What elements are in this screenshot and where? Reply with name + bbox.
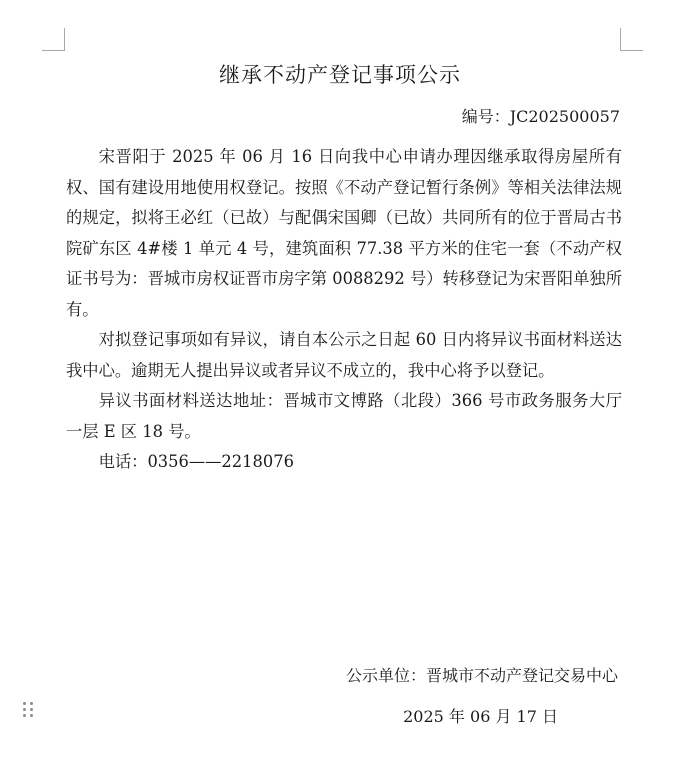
paragraph-application: 宋晋阳于 2025 年 06 月 16 日向我中心申请办理因继承取得房屋所有权、国有建设用地使用权登记。按照《不动产登记暂行条例》等相关法律法规的规定，拟将王必红（已故）与配偶宋国卿（已故）共同所有的位于晋局古书院矿东区 4#楼 1 单元 4 号，建筑面积 77.38 平方米的住宅一套（不动产权证书号为：晋城市房权证晋市房字第 0088292 号）转移登记为宋晋阳单独所有。 xyxy=(66,147,622,319)
drag-handle-icon[interactable] xyxy=(23,702,35,718)
drag-dot xyxy=(23,708,26,711)
page-corner-mark-top-right xyxy=(620,28,643,51)
paragraph-objection: 对拟登记事项如有异议，请自本公示之日起 60 日内将异议书面材料送达我中心。逾期无人提出异议或者异议不成立的，我中心将予以登记。 xyxy=(66,330,622,380)
issue-date: 2025 年 06 月 17 日 xyxy=(403,707,558,726)
paragraph-address: 异议书面材料送达地址：晋城市文博路（北段）366 号市政务服务大厅一层 E 区 18 号。 xyxy=(66,391,622,441)
paragraph-phone: 电话：0356——2218076 xyxy=(98,452,294,471)
document-title: 继承不动产登记事项公示 xyxy=(219,63,461,87)
page-corner-mark-top-left xyxy=(42,28,65,51)
drag-dot xyxy=(30,714,33,717)
drag-dot xyxy=(30,702,33,705)
drag-dot xyxy=(30,708,33,711)
drag-dot xyxy=(23,714,26,717)
document-number: 编号：JC202500057 xyxy=(461,107,620,126)
issuing-unit: 公示单位：晋城市不动产登记交易中心 xyxy=(345,666,618,685)
document-body xyxy=(66,142,622,478)
drag-dot xyxy=(23,702,26,705)
